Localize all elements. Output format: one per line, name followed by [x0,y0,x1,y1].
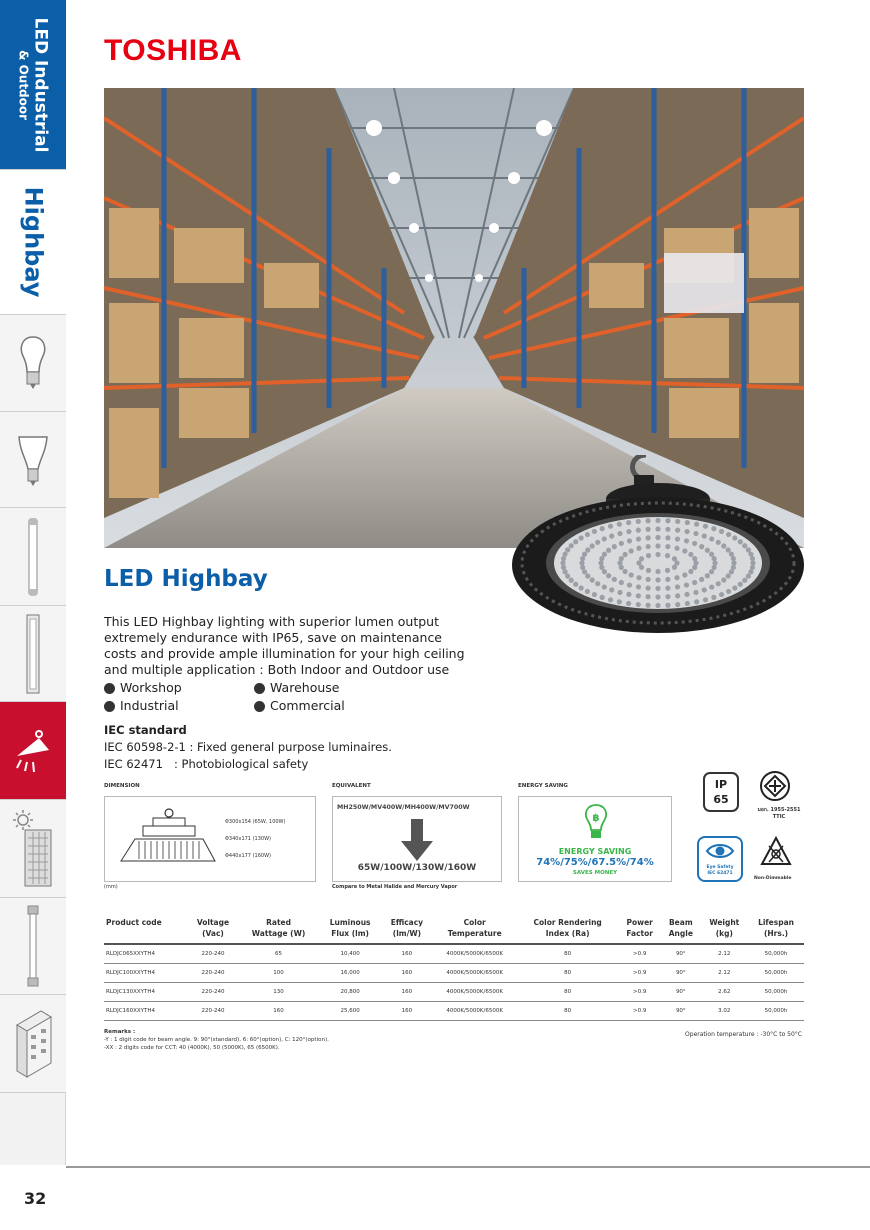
table-cell: 4000K/5000K/6500K [432,944,517,964]
ip65-badge: IP 65 [703,772,739,812]
table-cell: 80 [517,964,618,983]
application-item: Industrial [104,698,254,714]
highbay-product-photo [508,455,808,645]
tis-certification-icon [759,770,791,802]
table-header-row [104,913,804,944]
sidebar-item-floodlight[interactable] [0,800,66,898]
iec-standard [104,722,392,773]
sidebar-item-highbay-active[interactable] [0,702,66,800]
category-sidebar [0,0,66,1165]
table-cell: 100 [238,964,318,983]
table-body [104,944,804,1021]
category-title: LED Industrial [30,17,50,152]
column-header: Product code [104,913,188,944]
table-row [104,983,804,1002]
category-subtitle: & Outdoor [16,49,30,120]
column-header: Beam Angle [661,913,700,944]
table-cell: 160 [381,944,432,964]
table-cell: >0.9 [618,944,661,964]
bullet-icon [104,701,115,712]
table-cell: 20,800 [319,983,382,1002]
energy-heading: ENERGY SAVING [558,847,632,856]
sidebar-item-batten[interactable] [0,606,66,702]
bullet-icon [254,701,265,712]
specification-table [104,913,804,1021]
bulb-icon [16,334,50,392]
column-header: Lifespan (Hrs.) [748,913,804,944]
section-title: Highbay [19,186,48,298]
sidebar-item-emergency-light[interactable] [0,995,66,1093]
sidebar-item-reflector-bulb[interactable] [0,412,66,508]
sidebar-item-t5-tube[interactable] [0,898,66,995]
table-cell: >0.9 [618,983,661,1002]
bullet-icon [104,683,115,694]
application-item: Workshop [104,680,254,696]
column-header: Power Factor [618,913,661,944]
energy-sub: SAVES MONEY [572,870,618,876]
bullet-icon [254,683,265,694]
brand-logo: TOSHIBA [104,34,242,67]
dimension-box: Φ300x154 (65W, 100W) Φ340x171 (130W) Φ440x177 (160W) [104,796,316,882]
table-cell: RLDJC100XXYTH4 [104,964,188,983]
tis-label: มอก. 1955-2551 TTIC [757,807,801,820]
section-tab-highbay[interactable] [0,170,66,315]
table-cell: >0.9 [618,964,661,983]
column-header: Weight (kg) [701,913,749,944]
table-row [104,1002,804,1021]
table-cell: 65 [238,944,318,964]
iec-item: IEC 62471 : Photobiological safety [104,757,309,771]
iec-heading: IEC standard [104,723,187,737]
table-cell: 80 [517,944,618,964]
dimension-label: DIMENSION [104,783,140,789]
column-header: Rated Wattage (W) [238,913,318,944]
table-cell: 90° [661,983,700,1002]
table-cell: 80 [517,1002,618,1021]
tube-icon [26,517,40,597]
application-list [104,680,434,714]
footer-divider [66,1166,870,1168]
fixture-drawing-icon [117,807,217,869]
floodlight-icon [11,808,55,890]
column-header: Voltage (Vac) [188,913,239,944]
iec-item: IEC 60598-2-1 : Fixed general purpose luminaires. [104,740,392,754]
table-cell: 80 [517,983,618,1002]
table-cell: 90° [661,944,700,964]
energy-values: 74%/75%/67.5%/74% [536,857,654,868]
equivalent-label: EQUIVALENT [332,783,371,789]
sidebar-item-tube[interactable] [0,508,66,606]
dimension-unit: (mm) [104,884,118,890]
operation-temperature: Operation temperature : -30°C to 50°C [685,1031,802,1038]
batten-icon [25,613,41,695]
table-cell: 50,000h [748,944,804,964]
table-row [104,964,804,983]
table-cell: RLDJC130XXYTH4 [104,983,188,1002]
table-cell: 10,400 [319,944,382,964]
remarks: Remarks : -Y : 1 digit code for beam angle. 9: 90°(standard), 6: 60°(option), C: 120°(option). -XX : 2 digits code for CCT: 40 (4000K), 50 (5000K), 65 (6500K). [104,1029,329,1051]
eye-safety-badge: Eye Safety IEC 62471 [697,836,743,882]
product-description: This LED Highbay lighting with superior lumen output extremely endurance with IP65, save on maintenance costs and provide ample illumination for your high ceiling and multiple application : Both Indoor and Outdoor use [104,614,465,677]
application-item: Warehouse [254,680,434,696]
table-cell: RLDJC065XXYTH4 [104,944,188,964]
svg-text:฿: ฿ [592,813,600,824]
table-cell: >0.9 [618,1002,661,1021]
page-number: 32 [24,1189,47,1208]
table-cell: 160 [381,964,432,983]
table-cell: 4000K/5000K/6500K [432,983,517,1002]
t5-tube-icon [26,904,40,988]
table-cell: 25,600 [319,1002,382,1021]
non-dimmable-icon [760,836,792,866]
highbay-icon [13,728,53,774]
table-cell: 2.12 [701,964,749,983]
table-cell: 220-240 [188,1002,239,1021]
table-cell: RLDJC160XXYTH4 [104,1002,188,1021]
table-cell: 3.02 [701,1002,749,1021]
table-cell: 220-240 [188,983,239,1002]
table-row [104,944,804,964]
table-cell: 160 [381,983,432,1002]
application-item: Commercial [254,698,434,714]
table-cell: 90° [661,1002,700,1021]
table-cell: 4000K/5000K/6500K [432,1002,517,1021]
column-header: Luminous Flux (lm) [319,913,382,944]
energy-saving-box [518,796,672,882]
reflector-bulb-icon [16,431,50,489]
column-header: Color Temperature [432,913,517,944]
table-cell: 220-240 [188,944,239,964]
eye-icon [705,841,735,861]
emergency-light-icon [11,1005,55,1083]
column-header: Color Rendering Index (Ra) [517,913,618,944]
non-dimmable-label: Non-Dimmable [754,876,792,881]
equivalent-box [332,796,502,882]
energy-label: ENERGY SAVING [518,783,568,789]
sidebar-item-bulb[interactable] [0,315,66,412]
table-cell: 50,000h [748,1002,804,1021]
equivalent-from: MH250W/MV400W/MH400W/MV700W [337,804,470,811]
table-cell: 160 [381,1002,432,1021]
table-cell: 50,000h [748,983,804,1002]
table-cell: 4000K/5000K/6500K [432,964,517,983]
table-cell: 50,000h [748,964,804,983]
category-tab[interactable] [0,0,66,170]
table-cell: 2.62 [701,983,749,1002]
equivalent-to: 65W/100W/130W/160W [357,863,477,873]
column-header: Efficacy (lm/W) [381,913,432,944]
table-cell: 90° [661,964,700,983]
product-title: LED Highbay [104,566,268,592]
table-cell: 130 [238,983,318,1002]
table-cell: 16,000 [319,964,382,983]
equivalent-note: Compare to Metal Halide and Mercury Vapor [332,884,458,890]
energy-bulb-icon [582,803,610,843]
table-cell: 2.12 [701,944,749,964]
table-cell: 220-240 [188,964,239,983]
table-cell: 160 [238,1002,318,1021]
arrow-down-icon [401,819,433,863]
